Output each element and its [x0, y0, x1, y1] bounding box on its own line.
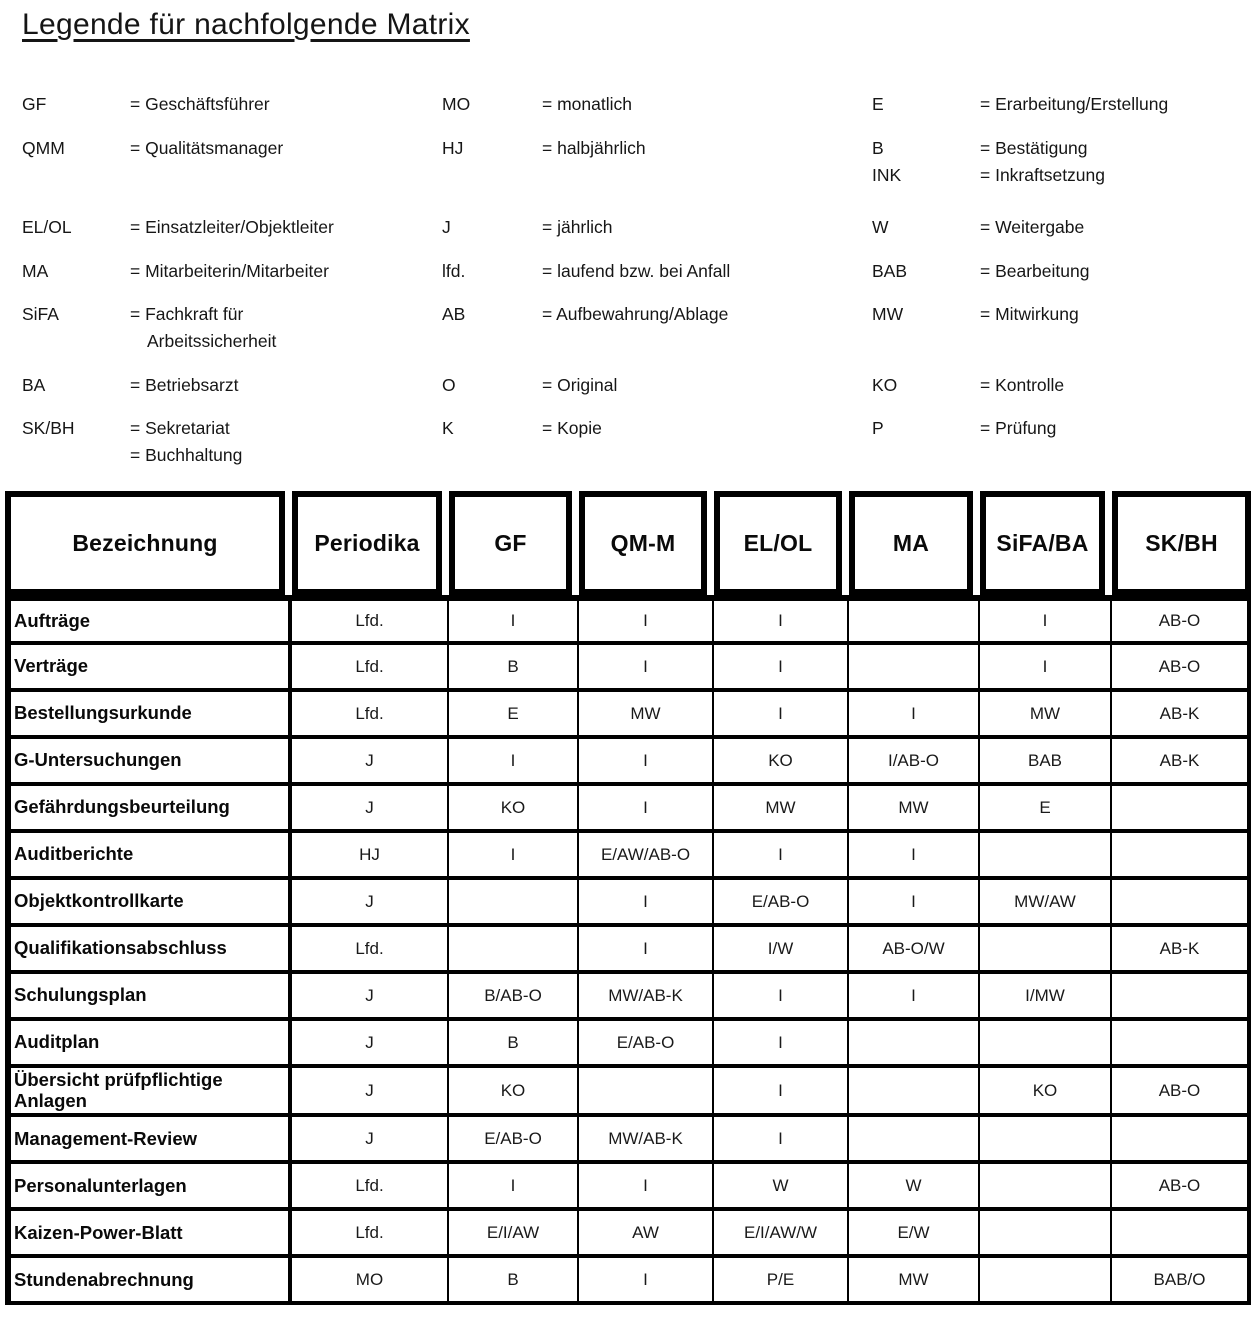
- legend-definition-text: = Qualitätsmanager: [130, 138, 284, 158]
- legend-row: [22, 214, 1256, 258]
- legend-definition: [542, 301, 872, 328]
- matrix-column-header: Periodika: [292, 491, 442, 595]
- legend-abbreviation: [22, 258, 130, 285]
- matrix-cell: J: [292, 1021, 449, 1068]
- matrix-cell: [1112, 833, 1251, 880]
- matrix-cell: I: [579, 645, 714, 692]
- matrix-cell: I: [714, 692, 849, 739]
- matrix-body: [5, 595, 1251, 1305]
- matrix-row-label: Management-Review: [5, 1117, 292, 1164]
- legend-definition: [980, 91, 1256, 118]
- matrix-cell: I: [849, 880, 980, 927]
- matrix-cell: I: [449, 595, 579, 645]
- legend-row: [22, 372, 1256, 415]
- matrix-cell: J: [292, 880, 449, 927]
- matrix-cell: MO: [292, 1258, 449, 1305]
- legend-definition: [542, 372, 872, 399]
- legend-definition-text: = Mitarbeiterin/Mitarbeiter: [130, 261, 329, 281]
- matrix-cell: [849, 595, 980, 645]
- matrix-row: [5, 595, 1251, 645]
- matrix-cell: I: [579, 739, 714, 786]
- legend-definition: [130, 91, 442, 118]
- matrix-cell: Lfd.: [292, 927, 449, 974]
- legend: [22, 91, 1256, 479]
- legend-definition-text: = Buchhaltung: [130, 445, 243, 465]
- legend-abbreviation: [442, 135, 542, 162]
- matrix-column-header: QM-M: [579, 491, 707, 595]
- legend-abbreviation: [872, 372, 980, 399]
- matrix-cell: I: [579, 786, 714, 833]
- legend-abbreviation-text: QMM: [22, 138, 65, 158]
- legend-abbreviation-text: O: [442, 375, 456, 395]
- matrix-cell: I: [579, 1164, 714, 1211]
- matrix-column-header: EL/OL: [714, 491, 842, 595]
- matrix-column-header: SiFA/BA: [980, 491, 1105, 595]
- matrix-column-header: GF: [449, 491, 572, 595]
- matrix-cell: KO: [714, 739, 849, 786]
- legend-definition: [542, 258, 872, 285]
- legend-abbreviation-text: MO: [442, 94, 471, 114]
- legend-abbreviation-text: GF: [22, 94, 47, 114]
- matrix-row-label: Qualifikationsabschluss: [5, 927, 292, 974]
- legend-definition: [542, 214, 872, 241]
- matrix-cell: J: [292, 786, 449, 833]
- legend-abbreviation: [442, 91, 542, 118]
- legend-definition: [130, 372, 442, 399]
- legend-abbreviation-text: SiFA: [22, 304, 59, 324]
- matrix-cell: Lfd.: [292, 1164, 449, 1211]
- matrix-row-label: Kaizen-Power-Blatt: [5, 1211, 292, 1258]
- legend-definition: [980, 301, 1256, 328]
- matrix-cell: E/AW/AB-O: [579, 833, 714, 880]
- matrix-cell: [849, 645, 980, 692]
- matrix-cell: MW: [849, 786, 980, 833]
- matrix-cell: [980, 1021, 1112, 1068]
- legend-definition: [130, 214, 442, 241]
- legend-definition-text: = Prüfung: [980, 418, 1057, 438]
- legend-abbreviation-text: P: [872, 418, 884, 438]
- matrix-cell: KO: [449, 1068, 579, 1117]
- legend-definition: [980, 258, 1256, 285]
- matrix-cell: [1112, 1117, 1251, 1164]
- legend-abbreviation-text: MW: [872, 304, 904, 324]
- legend-row: [22, 415, 1256, 479]
- matrix-cell: E/AB-O: [714, 880, 849, 927]
- matrix-cell: [449, 927, 579, 974]
- legend-definition-text: = Aufbewahrung/Ablage: [542, 304, 729, 324]
- matrix-cell: [849, 1117, 980, 1164]
- legend-abbreviation: [872, 214, 980, 241]
- legend-definition-text: = Geschäftsführer: [130, 94, 270, 114]
- legend-abbreviation: [22, 135, 130, 162]
- legend-abbreviation: [22, 372, 130, 399]
- legend-row: [22, 91, 1256, 135]
- matrix-cell: HJ: [292, 833, 449, 880]
- legend-abbreviation: [442, 301, 542, 328]
- matrix-cell: [980, 1117, 1112, 1164]
- matrix-cell: AB-O/W: [849, 927, 980, 974]
- matrix-cell: AB-K: [1112, 739, 1251, 786]
- legend-row: [22, 135, 1256, 214]
- legend-abbreviation-text: lfd.: [442, 261, 466, 281]
- matrix-cell: AB-K: [1112, 927, 1251, 974]
- matrix-cell: J: [292, 974, 449, 1021]
- matrix-cell: [980, 833, 1112, 880]
- matrix-row: [5, 1211, 1251, 1258]
- matrix-cell: I: [579, 880, 714, 927]
- matrix-cell: I: [714, 974, 849, 1021]
- legend-definition-text: = laufend bzw. bei Anfall: [542, 261, 731, 281]
- matrix-cell: W: [714, 1164, 849, 1211]
- legend-definition-text: = Weitergabe: [980, 217, 1085, 237]
- legend-definition-text: = Bestätigung: [980, 138, 1088, 158]
- legend-abbreviation-text: W: [872, 217, 889, 237]
- legend-abbreviation-text: J: [442, 217, 451, 237]
- matrix-cell: I/MW: [980, 974, 1112, 1021]
- matrix-row: [5, 1258, 1251, 1305]
- matrix-cell: J: [292, 1068, 449, 1117]
- matrix-cell: MW: [579, 692, 714, 739]
- legend-definition-text: = Bearbeitung: [980, 261, 1090, 281]
- legend-row: [22, 258, 1256, 301]
- legend-definition-text: = Original: [542, 375, 618, 395]
- legend-abbreviation: [872, 135, 980, 189]
- legend-abbreviation-text: K: [442, 418, 454, 438]
- matrix-row: [5, 833, 1251, 880]
- matrix-cell: I: [714, 1021, 849, 1068]
- matrix-row-label: Auditplan: [5, 1021, 292, 1068]
- legend-row: [22, 301, 1256, 372]
- legend-abbreviation: [442, 214, 542, 241]
- matrix-cell: B: [449, 645, 579, 692]
- matrix-row-label: G-Untersuchungen: [5, 739, 292, 786]
- matrix-cell: [980, 927, 1112, 974]
- legend-definition: [980, 372, 1256, 399]
- matrix-header-row: [5, 491, 1251, 595]
- matrix-cell: E/AB-O: [449, 1117, 579, 1164]
- matrix-cell: E: [449, 692, 579, 739]
- matrix-cell: I: [849, 833, 980, 880]
- matrix-table: [5, 491, 1251, 1305]
- matrix-cell: I: [980, 595, 1112, 645]
- legend-abbreviation-text: SK/BH: [22, 418, 75, 438]
- matrix-row-label: Objektkontrollkarte: [5, 880, 292, 927]
- legend-definition: [980, 415, 1256, 442]
- matrix-cell: I: [579, 1258, 714, 1305]
- matrix-cell: MW: [849, 1258, 980, 1305]
- matrix-row: [5, 645, 1251, 692]
- legend-definition: [980, 135, 1256, 189]
- legend-abbreviation: [22, 301, 130, 328]
- matrix-row-label: Bestellungsurkunde: [5, 692, 292, 739]
- matrix-cell: AB-K: [1112, 692, 1251, 739]
- legend-definition-text: = Einsatzleiter/Objektleiter: [130, 217, 334, 237]
- legend-definition: [980, 214, 1256, 241]
- matrix-cell: I: [449, 1164, 579, 1211]
- matrix-cell: E: [980, 786, 1112, 833]
- matrix-row-label: Schulungsplan: [5, 974, 292, 1021]
- legend-definition: [542, 135, 872, 162]
- matrix-cell: E/I/AW: [449, 1211, 579, 1258]
- legend-abbreviation: [22, 91, 130, 118]
- matrix-row: [5, 1117, 1251, 1164]
- matrix-row: [5, 692, 1251, 739]
- matrix-cell: I: [714, 833, 849, 880]
- legend-definition-text: = Mitwirkung: [980, 304, 1079, 324]
- document-page: [0, 8, 1256, 1320]
- matrix-cell: [980, 1164, 1112, 1211]
- legend-abbreviation: [872, 301, 980, 328]
- legend-abbreviation-text: AB: [442, 304, 466, 324]
- matrix-cell: W: [849, 1164, 980, 1211]
- matrix-row-label: Auditberichte: [5, 833, 292, 880]
- matrix-row: [5, 786, 1251, 833]
- legend-abbreviation-text: E: [872, 94, 884, 114]
- matrix-cell: J: [292, 739, 449, 786]
- matrix-cell: E/I/AW/W: [714, 1211, 849, 1258]
- matrix-row: [5, 1021, 1251, 1068]
- matrix-cell: E/W: [849, 1211, 980, 1258]
- matrix-cell: MW: [714, 786, 849, 833]
- matrix-cell: [849, 1021, 980, 1068]
- matrix-cell: AW: [579, 1211, 714, 1258]
- legend-abbreviation-text: BA: [22, 375, 46, 395]
- matrix-cell: AB-O: [1112, 595, 1251, 645]
- legend-abbreviation-text: MA: [22, 261, 49, 281]
- legend-definition: [130, 258, 442, 285]
- matrix-cell: [1112, 880, 1251, 927]
- legend-abbreviation: [442, 258, 542, 285]
- legend-definition: [130, 301, 442, 355]
- legend-abbreviation: [872, 91, 980, 118]
- page-title: Legende für nachfolgende Matrix: [22, 8, 470, 41]
- legend-abbreviation-text: INK: [872, 165, 902, 185]
- matrix-row: [5, 1068, 1251, 1117]
- matrix-cell: I: [849, 692, 980, 739]
- matrix-cell: [449, 880, 579, 927]
- matrix-cell: B/AB-O: [449, 974, 579, 1021]
- matrix-column-header: SK/BH: [1112, 491, 1251, 595]
- matrix-cell: B: [449, 1021, 579, 1068]
- matrix-cell: Lfd.: [292, 692, 449, 739]
- matrix-cell: [579, 1068, 714, 1117]
- legend-definition: [542, 415, 872, 442]
- matrix-cell: [1112, 786, 1251, 833]
- matrix-cell: I: [714, 595, 849, 645]
- matrix-cell: I: [579, 595, 714, 645]
- legend-definition-text: = Erarbeitung/Erstellung: [980, 94, 1169, 114]
- matrix-cell: E/AB-O: [579, 1021, 714, 1068]
- matrix-cell: [1112, 1211, 1251, 1258]
- matrix-row-label: Aufträge: [5, 595, 292, 645]
- matrix-cell: I/W: [714, 927, 849, 974]
- matrix-cell: BAB: [980, 739, 1112, 786]
- matrix-column-header: Bezeichnung: [5, 491, 285, 595]
- matrix-cell: [1112, 974, 1251, 1021]
- legend-definition-text: = Kontrolle: [980, 375, 1065, 395]
- matrix-cell: I: [449, 833, 579, 880]
- legend-definition-text: = Inkraftsetzung: [980, 165, 1106, 185]
- matrix-cell: BAB/O: [1112, 1258, 1251, 1305]
- legend-definition-text: = Betriebsarzt: [130, 375, 239, 395]
- legend-abbreviation-text: HJ: [442, 138, 464, 158]
- matrix-row: [5, 1164, 1251, 1211]
- matrix-cell: Lfd.: [292, 595, 449, 645]
- matrix-cell: Lfd.: [292, 645, 449, 692]
- matrix-row-label: Gefährdungsbeurteilung: [5, 786, 292, 833]
- legend-definition-text: = Fachkraft für: [130, 304, 244, 324]
- legend-abbreviation-text: EL/OL: [22, 217, 72, 237]
- matrix-cell: KO: [980, 1068, 1112, 1117]
- matrix-cell: J: [292, 1117, 449, 1164]
- legend-abbreviation: [442, 415, 542, 442]
- matrix-cell: Lfd.: [292, 1211, 449, 1258]
- matrix-cell: MW/AB-K: [579, 1117, 714, 1164]
- legend-definition-text: = monatlich: [542, 94, 632, 114]
- matrix-row-label: Personalunterlagen: [5, 1164, 292, 1211]
- matrix-row-label: Stundenabrechnung: [5, 1258, 292, 1305]
- legend-abbreviation: [442, 372, 542, 399]
- matrix-cell: KO: [449, 786, 579, 833]
- matrix-cell: MW/AW: [980, 880, 1112, 927]
- matrix-row: [5, 974, 1251, 1021]
- legend-definition: [542, 91, 872, 118]
- matrix-cell: I: [449, 739, 579, 786]
- legend-definition-text: = Sekretariat: [130, 418, 230, 438]
- matrix-cell: P/E: [714, 1258, 849, 1305]
- matrix-cell: AB-O: [1112, 1068, 1251, 1117]
- matrix-cell: B: [449, 1258, 579, 1305]
- matrix-cell: I: [980, 645, 1112, 692]
- legend-definition-text: = halbjährlich: [542, 138, 646, 158]
- matrix-cell: I: [849, 974, 980, 1021]
- matrix-column-header: MA: [849, 491, 973, 595]
- legend-abbreviation-text: KO: [872, 375, 898, 395]
- matrix-cell: [1112, 1021, 1251, 1068]
- matrix-cell: I: [579, 927, 714, 974]
- matrix-cell: [849, 1068, 980, 1117]
- matrix-row: [5, 927, 1251, 974]
- matrix-row-label: Verträge: [5, 645, 292, 692]
- matrix-cell: I: [714, 645, 849, 692]
- matrix-row: [5, 739, 1251, 786]
- legend-abbreviation: [872, 258, 980, 285]
- legend-definition-text: = Kopie: [542, 418, 602, 438]
- matrix-cell: MW: [980, 692, 1112, 739]
- legend-abbreviation-text: BAB: [872, 261, 908, 281]
- legend-abbreviation: [872, 415, 980, 442]
- matrix-cell: AB-O: [1112, 645, 1251, 692]
- matrix-row-label: Übersicht prüfpflichtige Anlagen: [5, 1068, 292, 1117]
- legend-definition: [130, 415, 442, 469]
- matrix-cell: [980, 1258, 1112, 1305]
- legend-definition: [130, 135, 442, 162]
- matrix-cell: AB-O: [1112, 1164, 1251, 1211]
- legend-definition-text: = jährlich: [542, 217, 613, 237]
- legend-definition-text: Arbeitssicherheit: [147, 331, 277, 351]
- matrix-cell: I/AB-O: [849, 739, 980, 786]
- legend-abbreviation: [22, 415, 130, 442]
- matrix-cell: I: [714, 1068, 849, 1117]
- matrix-cell: [980, 1211, 1112, 1258]
- legend-abbreviation-text: B: [872, 138, 884, 158]
- matrix-row: [5, 880, 1251, 927]
- matrix-cell: MW/AB-K: [579, 974, 714, 1021]
- matrix-cell: I: [714, 1117, 849, 1164]
- legend-abbreviation: [22, 214, 130, 241]
